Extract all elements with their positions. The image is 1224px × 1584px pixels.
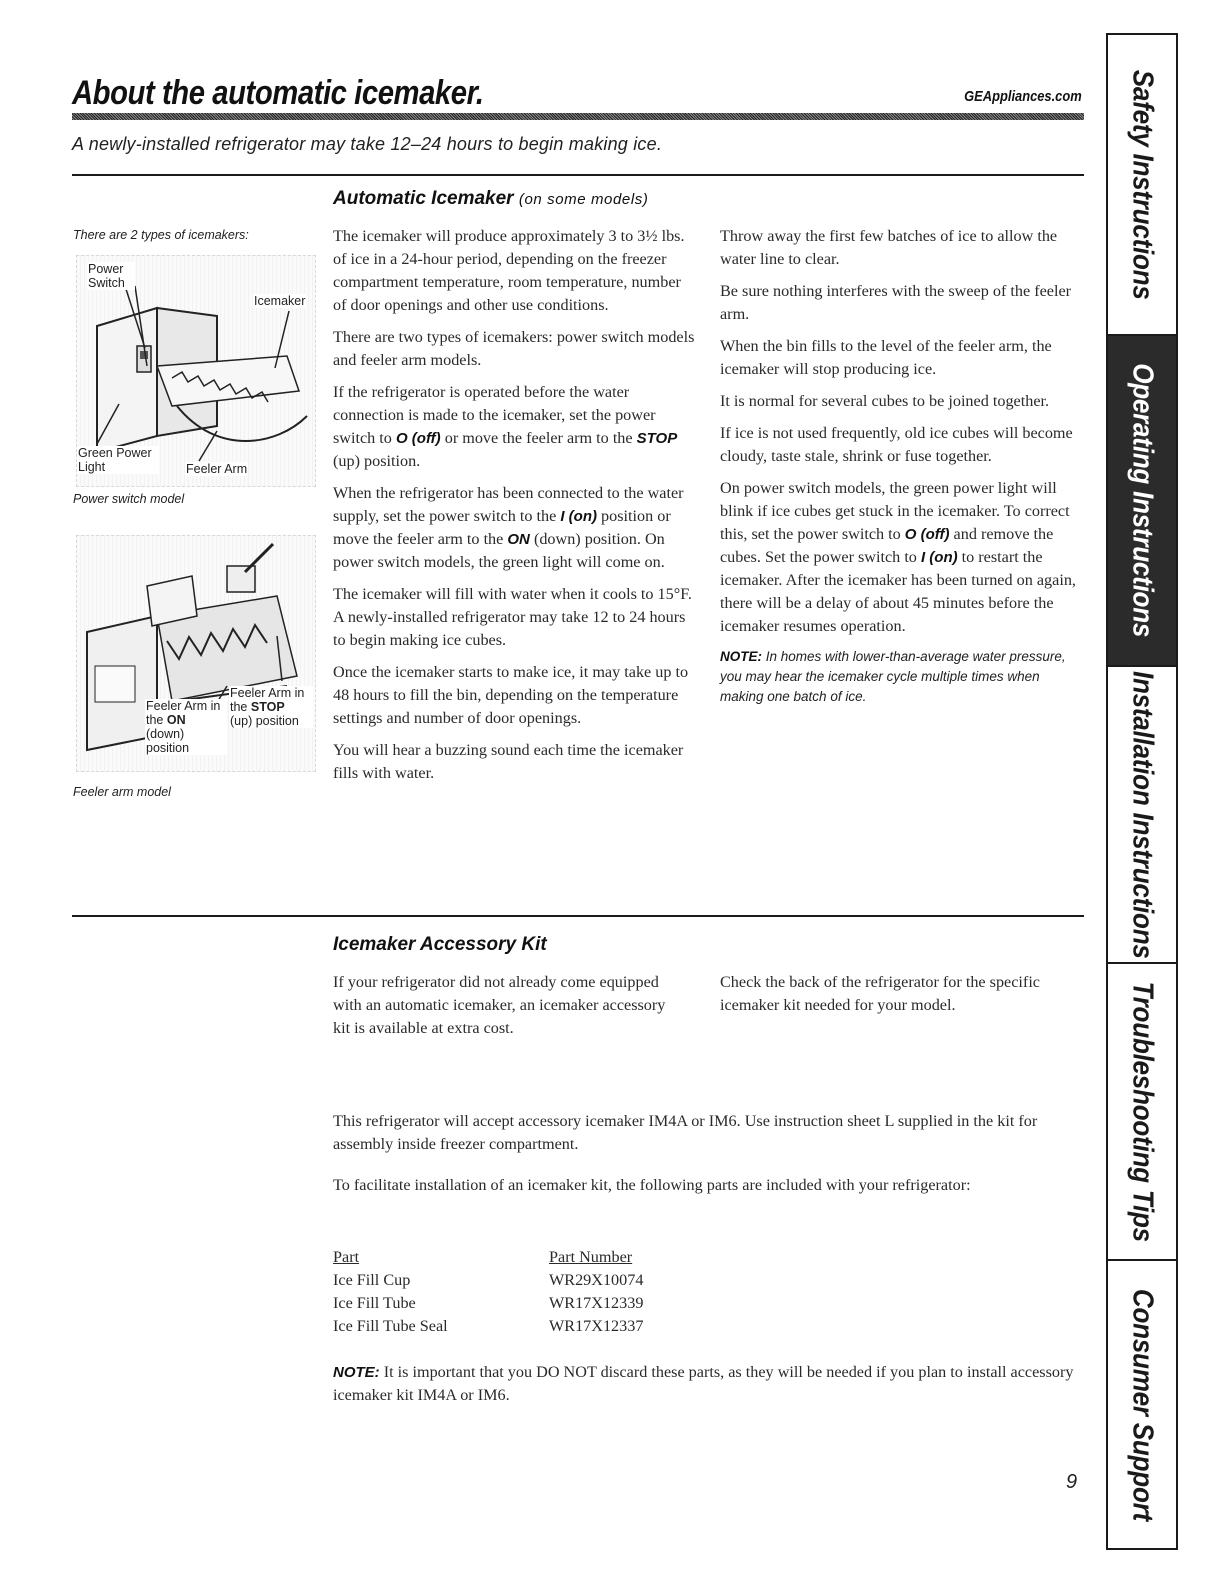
part-number: WR29X10074 bbox=[549, 1271, 644, 1289]
page-number: 9 bbox=[1066, 1471, 1078, 1493]
icemaker-right-paragraph-4: It is normal for several cubes to be joined together. bbox=[720, 392, 1050, 410]
feeler-arm-model-caption: Feeler arm model bbox=[73, 785, 171, 799]
site-url: GEAppliances.com bbox=[964, 88, 1082, 105]
tab-consumer-support[interactable] bbox=[1108, 1261, 1176, 1548]
parts-note-paragraph bbox=[333, 1361, 1078, 1407]
p4-text-b: position or move the feeler arm to the bbox=[333, 507, 671, 548]
feeler-arm-stop-text-2: the bbox=[230, 700, 248, 714]
part-number: WR17X12339 bbox=[549, 1294, 644, 1312]
power-switch-model-caption: Power switch model bbox=[73, 492, 185, 506]
note-text: In homes with lower-than-average water pressure, you may hear the icemaker cycle multiple times when making one batch of ice. bbox=[720, 649, 1066, 704]
accessory-right-text bbox=[720, 971, 1090, 1026]
accessory-left-paragraph: If your refrigerator did not already come equipped with an automatic icemaker, an icemaker accessory kit is available at extra cost. bbox=[333, 973, 666, 1037]
table-row bbox=[333, 1292, 643, 1315]
parts-table-header-number: Part Number bbox=[549, 1248, 633, 1266]
feeler-arm-label: Feeler Arm bbox=[186, 462, 248, 476]
on-keyword-right: I (on) bbox=[920, 549, 958, 566]
icemaker-paragraph-5: The icemaker will fill with water when it cools to 15°F. A newly-installed refrigerator may take 12 to 24 hours to begin making ice cubes. bbox=[333, 585, 692, 649]
p3-text-c: (up) position. bbox=[333, 452, 421, 470]
icemaker-middle-column bbox=[333, 225, 695, 794]
feeler-arm-on-text-5: position bbox=[146, 741, 190, 755]
parts-table-header bbox=[333, 1246, 643, 1269]
icemaker-heading-text: Automatic Icemaker bbox=[333, 188, 514, 209]
feeler-arm-on-keyword: ON bbox=[166, 713, 186, 727]
stop-keyword: STOP bbox=[636, 430, 678, 447]
feeler-arm-stop-label bbox=[229, 686, 313, 728]
p6-text-b: and remove the cubes. Set the power switch to bbox=[720, 525, 1054, 566]
page-title: About the automatic icemaker. bbox=[72, 74, 484, 112]
accessory-section-heading: Icemaker Accessory Kit bbox=[333, 934, 547, 955]
icemaker-right-paragraph-2: Be sure nothing interferes with the sweep of the feeler arm. bbox=[720, 282, 1072, 323]
accessory-paragraph-2: To facilitate installation of an icemaker kit, the following parts are included with your refrigerator: bbox=[333, 1176, 971, 1194]
on-keyword: I (on) bbox=[560, 508, 597, 525]
section-divider-middle bbox=[72, 915, 1084, 917]
tab-safety-label: Safety Instructions bbox=[1126, 69, 1159, 300]
icemaker-paragraph-1: The icemaker will produce approximately 3 to 3½ lbs. of ice in a 24-hour period, depending on the freezer compartment temperature, room temperature, number of door openings and other use conditions. bbox=[333, 227, 685, 314]
tab-consumer-label: Consumer Support bbox=[1126, 1288, 1159, 1521]
icemaker-paragraph-6: Once the icemaker starts to make ice, it may take up to 48 hours to fill the bin, depending on the temperature settings and number of door openings. bbox=[333, 663, 689, 727]
page-subtitle: A newly-installed refrigerator may take 12–24 hours to begin making ice. bbox=[72, 134, 663, 154]
part-name: Ice Fill Tube Seal bbox=[333, 1317, 448, 1335]
part-name: Ice Fill Tube bbox=[333, 1294, 416, 1312]
icemaker-right-paragraph-6 bbox=[720, 477, 1076, 638]
note-label: NOTE: bbox=[720, 649, 762, 664]
water-pressure-note bbox=[720, 647, 1076, 707]
feeler-arm-stop-keyword: STOP bbox=[250, 700, 285, 714]
power-switch-label: Power Switch bbox=[87, 262, 135, 290]
off-keyword-right: O (off) bbox=[904, 526, 950, 543]
tab-troubleshooting-tips[interactable] bbox=[1108, 964, 1176, 1261]
parts-note bbox=[333, 1361, 1078, 1416]
p4-text-a: When the refrigerator has been connected to the water supply, set the power switch to the bbox=[333, 484, 684, 525]
p3-text-b: or move the feeler arm to the bbox=[440, 429, 637, 447]
accessory-install-text bbox=[333, 1110, 1078, 1206]
p6-text-a: On power switch models, the green power light will blink if ice cubes get stuck in the icemaker. To correct this, set the power switch to bbox=[720, 479, 1070, 543]
tab-installation-label: Installation Instructions bbox=[1126, 670, 1159, 959]
parts-note-text: It is important that you DO NOT discard these parts, as they will be needed if you plan to install accessory icemaker kit IM4A or IM6. bbox=[333, 1363, 1074, 1404]
icemaker-paragraph-7: You will hear a buzzing sound each time the icemaker fills with water. bbox=[333, 741, 684, 782]
tab-installation-instructions[interactable] bbox=[1108, 667, 1176, 964]
side-tab-bar bbox=[1106, 33, 1178, 1550]
icemaker-label: Icemaker bbox=[254, 294, 306, 308]
icemaker-types-caption: There are 2 types of icemakers: bbox=[73, 228, 249, 242]
parts-table bbox=[333, 1246, 643, 1338]
title-rule bbox=[72, 113, 1084, 120]
off-keyword: O (off) bbox=[395, 430, 441, 447]
table-row bbox=[333, 1269, 643, 1292]
p3-text-a: If the refrigerator is operated before the water connection is made to the icemaker, set the power switch to bbox=[333, 383, 656, 447]
power-switch-icemaker-diagram bbox=[76, 255, 316, 487]
icemaker-paragraph-3 bbox=[333, 381, 695, 473]
parts-table-header-part: Part bbox=[333, 1248, 360, 1266]
tab-operating-instructions[interactable] bbox=[1108, 336, 1176, 667]
feeler-arm-icemaker-diagram bbox=[76, 535, 316, 772]
table-row bbox=[333, 1315, 643, 1338]
accessory-right-paragraph: Check the back of the refrigerator for the specific icemaker kit needed for your model. bbox=[720, 973, 1040, 1014]
icemaker-right-paragraph-5: If ice is not used frequently, old ice cubes will become cloudy, taste stale, shrink or fuse together. bbox=[720, 424, 1073, 465]
feeler-arm-on-text-4: (down) bbox=[146, 727, 185, 741]
tab-operating-label: Operating Instructions bbox=[1126, 363, 1159, 638]
part-number: WR17X12337 bbox=[549, 1317, 644, 1335]
part-name: Ice Fill Cup bbox=[333, 1271, 411, 1289]
icemaker-paragraph-4 bbox=[333, 482, 695, 574]
icemaker-right-column bbox=[720, 225, 1076, 716]
green-power-light-label: Green Power Light bbox=[77, 446, 159, 474]
icemaker-section-heading bbox=[333, 188, 649, 210]
p6-text-c: to restart the icemaker. After the icemaker has been turned on again, there will be a delay of about 45 minutes before the icemaker resumes operation. bbox=[720, 548, 1076, 635]
section-divider-top bbox=[72, 174, 1084, 176]
feeler-arm-on-text-2: the bbox=[146, 713, 164, 727]
on-down-keyword: ON bbox=[507, 531, 530, 548]
accessory-paragraph-1: This refrigerator will accept accessory icemaker IM4A or IM6. Use instruction sheet L supplied in the kit for assembly inside freezer compartment. bbox=[333, 1112, 1038, 1153]
tab-troubleshooting-label: Troubleshooting Tips bbox=[1126, 981, 1159, 1242]
feeler-arm-on-text-1: Feeler Arm in bbox=[146, 699, 221, 713]
feeler-arm-on-label bbox=[145, 699, 227, 755]
feeler-arm-stop-text-4: (up) position bbox=[230, 714, 299, 728]
icemaker-right-paragraph-1: Throw away the first few batches of ice to allow the water line to clear. bbox=[720, 227, 1058, 268]
parts-note-label: NOTE: bbox=[333, 1364, 380, 1381]
accessory-left-text bbox=[333, 971, 678, 1049]
icemaker-right-paragraph-3: When the bin fills to the level of the feeler arm, the icemaker will stop producing ice. bbox=[720, 337, 1052, 378]
icemaker-heading-sub: (on some models) bbox=[518, 191, 649, 208]
tab-safety-instructions[interactable] bbox=[1108, 35, 1176, 336]
feeler-arm-stop-text-1: Feeler Arm in bbox=[230, 686, 305, 700]
icemaker-paragraph-2: There are two types of icemakers: power switch models and feeler arm models. bbox=[333, 328, 695, 369]
p4-text-c: (down) position. On power switch models, the green light will come on. bbox=[333, 530, 665, 571]
